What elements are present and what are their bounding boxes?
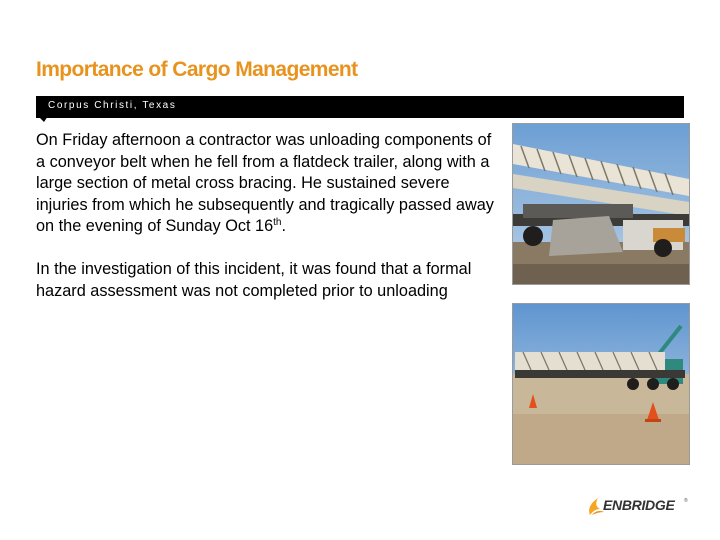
incident-paragraph [36, 130, 498, 238]
registered-mark: ® [684, 498, 688, 504]
slide-title: Importance of Cargo Management [36, 58, 358, 81]
location-subtitle: Corpus Christi, Texas [48, 100, 177, 111]
enbridge-wordmark: ENBRIDGE [603, 497, 675, 513]
banner-notch [38, 116, 48, 122]
enbridge-logo [586, 490, 690, 518]
slide-body [36, 130, 498, 324]
trailer-photo-1 [512, 123, 690, 285]
trailer-photo-2 [512, 303, 690, 465]
investigation-paragraph: In the investigation of this incident, it was found that a formal hazard assessment was not completed prior to unloading [36, 260, 472, 300]
incident-text: On Friday afternoon a contractor was unloading components of a conveyor belt when he fell from a flatdeck trailer, along with a large section of metal cross bracing. He sustained severe injuries from which he subsequently and tragically passed away on the evening of Sunday Oct 16 [36, 131, 494, 235]
date-ordinal-suffix: th [273, 217, 282, 228]
incident-text-end: . [281, 217, 287, 235]
